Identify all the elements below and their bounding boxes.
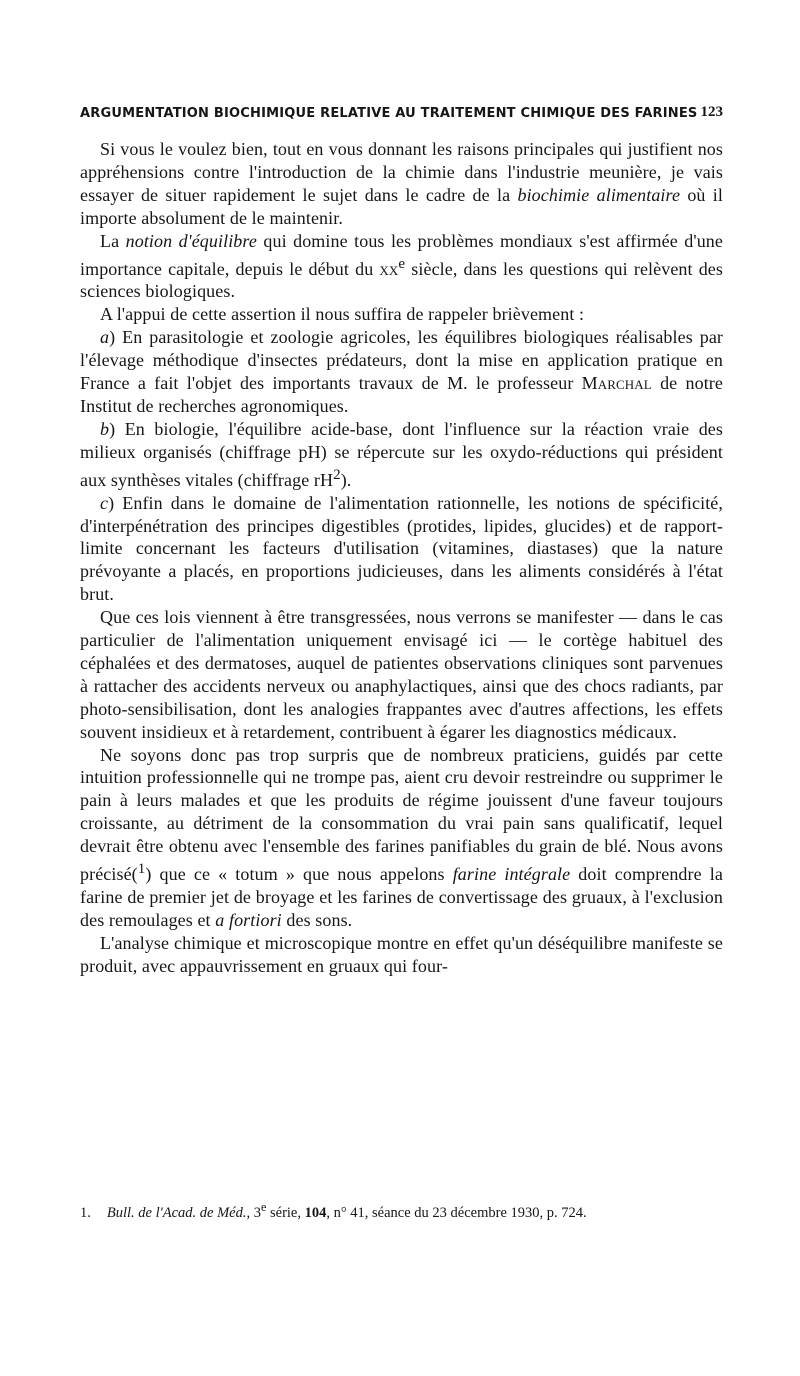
- paragraph-lois: Que ces lois viennent à être transgressées, nous verrons se manifester — dans le cas particulier de l'alimentation uniquement envisagé ici — le cortège habituel des céphalées et des dermatoses, auquel de patientes observations cliniques sont parvenues à rattacher des accidents nerveux ou anaphylactiques, ainsi que des chocs radiants, par photo-sensibilisation, dont les analogies frappantes avec d'autres affections, les effets souvent insidieux et à retardement, contribuent à égarer les diagnostics médicaux.: [80, 607, 723, 742]
- list-marker-c: c: [100, 492, 109, 513]
- body-text: [80, 138, 723, 978]
- footnote-source: Bull. de l'Acad. de Méd.: [106, 1204, 247, 1221]
- century-numeral: xx: [379, 258, 399, 279]
- paragraph-analyse: L'analyse chimique et microscopique montre en effet qu'un déséquilibre manifeste se produit, avec appauvrissement en gruaux qui four-: [80, 932, 723, 976]
- footnote-ref: 1: [137, 861, 146, 878]
- paragraph-c-alimentation: c) Enfin dans le domaine de l'alimentation rationnelle, les notions de spécificité, d'interpénétration des principes digestibles (protides, lipides, glucides) et de rapport-limite concernant les facteurs d'utilisation (vitamines, diastases) que la nature prévoyante a placés, en proportions judicieuses, dans les aliments considérés à l'état brut.: [80, 492, 723, 605]
- emphasis-farine-integrale: farine intégrale: [452, 864, 571, 885]
- paragraph-appui: A l'appui de cette assertion il nous suffira de rappeler brièvement :: [100, 304, 585, 325]
- running-title: ARGUMENTATION BIOCHIMIQUE RELATIVE AU TRAITEMENT CHIMIQUE DES FARINES: [80, 106, 698, 121]
- list-marker-b: b: [100, 418, 110, 439]
- footnote-volume: 104: [304, 1204, 327, 1221]
- list-marker-a: a: [100, 327, 110, 348]
- emphasis-biochimie: biochimie alimentaire: [517, 184, 681, 205]
- page-number: 123: [700, 104, 723, 120]
- author-name: Marchal: [581, 373, 652, 394]
- paragraph-intro: Si vous le voulez bien, tout en vous donnant les raisons principales qui justifient nos appréhensions contre l'introduction de la chimie dans l'industrie meunière, je vais essayer de situer rapidement le sujet dans le cadre de la biochimie alimentaire où il importe absolument de le maintenir.: [80, 139, 723, 228]
- emphasis-notion: notion d'équilibre: [125, 230, 257, 251]
- footnote-number: 1.: [80, 1204, 91, 1221]
- emphasis-a-fortiori: a fortiori: [215, 909, 282, 930]
- paragraph-b-biologie: b) En biologie, l'équilibre acide-base, dont l'influence sur la réaction vraie des milieux organisés (chiffrage pH) se répercute sur les oxydo-réductions qui président aux synthèses vitales (chiffrage $rH^2$).: [80, 418, 723, 490]
- paragraph-a-parasitologie: a) En parasitologie et zoologie agricoles, les équilibres biologiques réalisables par l'élevage méthodique d'insectes prédateurs, dont la mise en application pratique en France a fait l'objet des importants travaux de M. le professeur Marchal de notre Institut de recherches agronomiques.: [80, 327, 723, 416]
- paragraph-praticiens: Ne soyons donc pas trop surpris que de nombreux praticiens, guidés par cette intuition professionnelle qui ne trompe pas, aient cru devoir restreindre ou supprimer le pain à leurs malades et que les produits de régime jouissent d'une faveur toujours croissante, au détriment de la consommation du vrai pain sans qualificatif, lequel devrait être obtenu avec l'ensemble des farines panifiables du grain de blé. Nous avons précisé($^1$) que ce « totum » que nous appelons farine intégrale doit comprendre la farine de premier jet de broyage et les farines de convertissage des gruaux, à l'exclusion des remoulages et a fortiori des sons.: [80, 744, 723, 930]
- footnote: 1. Bull. de l'Acad. de Méd., 3e série, 104, n° 41, séance du 23 décembre 1930, p. 724.: [80, 1200, 587, 1221]
- paragraph-equilibre: La notion d'équilibre qui domine tous les problèmes mondiaux s'est affirmée d'une importance capitale, depuis le début du $xx^e$ siècle, dans les questions qui relèvent des sciences biologiques.: [80, 230, 724, 302]
- running-head: [80, 104, 723, 126]
